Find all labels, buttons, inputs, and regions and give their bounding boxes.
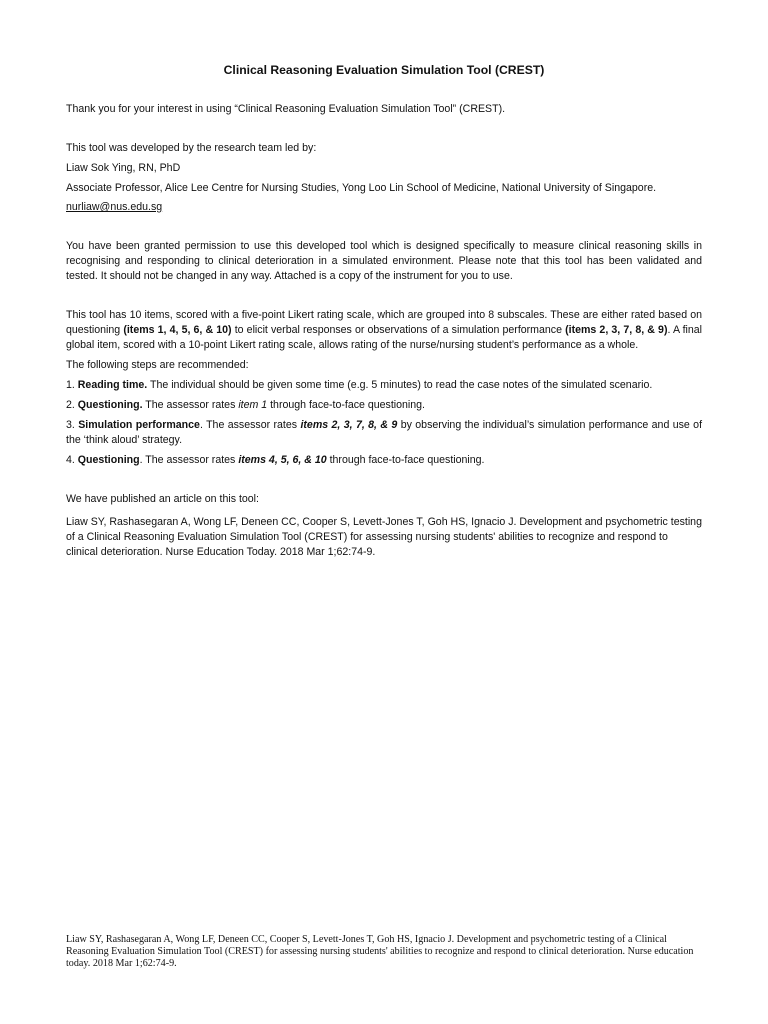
step-description: . The assessor rates <box>199 419 301 431</box>
step-description: by observing the individual’s simulation performance and use of the ‘think aloud’ strategy. <box>66 419 703 446</box>
step-label: Questioning <box>77 454 140 466</box>
developer-affiliation: Associate Professor, Alice Lee Centre for Nursing Studies, Yong Loo Lin School of Medicine, National University of Singapore. <box>66 182 657 194</box>
developer-email-link[interactable]: nurliaw@nus.edu.sg <box>66 201 163 213</box>
tool-description-paragraph <box>66 308 702 353</box>
step-description: The assessor rates <box>142 399 239 411</box>
step-label: Simulation performance <box>78 419 200 431</box>
simulation-items: (items 2, 3, 7, 8, & 9) <box>565 324 668 336</box>
step-reading-time <box>66 378 702 393</box>
document-body <box>66 62 702 560</box>
developer-intro: This tool was developed by the research team led by: <box>66 142 317 154</box>
step-description: through face-to-face questioning. <box>267 399 426 411</box>
page-footer-citation: Liaw SY, Rashasegaran A, Wong LF, Deneen CC, Cooper S, Levett-Jones T, Goh HS, Ignacio J. Development and psychometric testing of a Clinical Reasoning Evaluation Simulation Tool (CREST) for assessing nursing students' abilities to recognize and respond to clinical deterioration. Nurse education today. 2018 Mar 1;62:74-9. <box>66 934 694 969</box>
step-number: 3. <box>66 419 79 431</box>
developer-name: Liaw Sok Ying, RN, PhD <box>66 162 181 174</box>
step-description: The individual should be given some time (e.g. 5 minutes) to read the case notes of the simulated scenario. <box>147 379 653 391</box>
step-description: . The assessor rates <box>139 454 239 466</box>
step-questioning-item-1 <box>66 398 702 413</box>
step-simulation-performance <box>66 418 702 448</box>
step-items: items 2, 3, 7, 8, & 9 <box>300 419 398 431</box>
steps-intro: The following steps are recommended: <box>66 359 249 371</box>
step-items: items 4, 5, 6, & 10 <box>238 454 327 466</box>
permission-paragraph: You have been granted permission to use this developed tool which is designed specifically to measure clinical reasoning skills in recognising and responding to clinical deterioration in a simulated environment. Please note that this tool has been validated and tested. It should not be changed in any way. Attached is a copy of the instrument for you to use. <box>66 240 702 282</box>
document-title: Clinical Reasoning Evaluation Simulation Tool (CREST) <box>223 63 545 77</box>
step-items: item 1 <box>238 399 268 411</box>
tool-description-text-2: to elicit verbal responses or observations of a simulation performance <box>231 324 566 336</box>
step-number: 4. <box>66 454 78 466</box>
step-description: through face-to-face questioning. <box>326 454 485 466</box>
publication-intro: We have published an article on this tool: <box>66 493 259 505</box>
tool-description-text-3: . A final global item, scored with a 10-point Likert rating scale, allows rating of the nurse/nursing student’s performance as a whole. <box>66 324 703 351</box>
intro-paragraph: Thank you for your interest in using “Clinical Reasoning Evaluation Simulation Tool” (CREST). <box>66 103 506 115</box>
tool-description-text-1: This tool has 10 items, scored with a five-point Likert rating scale, which are grouped into 8 subscales. These are either rated based on questioning <box>66 309 702 336</box>
step-label: Questioning. <box>77 399 143 411</box>
publication-citation: Liaw SY, Rashasegaran A, Wong LF, Deneen CC, Cooper S, Levett-Jones T, Goh HS, Ignacio J. Development and psychometric testing of a Clinical Reasoning Evaluation Simulation Tool (CREST) for assessing nursing students' abilities to recognize and respond to clinical deterioration. Nurse Education Today. 2018 Mar 1;62:74-9. <box>66 516 702 558</box>
step-label: Reading time. <box>77 379 148 391</box>
step-questioning-items <box>66 453 702 468</box>
step-number: 1. <box>66 379 78 391</box>
questioning-items: (items 1, 4, 5, 6, & 10) <box>123 324 232 336</box>
recommended-steps-list <box>66 378 702 468</box>
step-number: 2. <box>66 399 78 411</box>
